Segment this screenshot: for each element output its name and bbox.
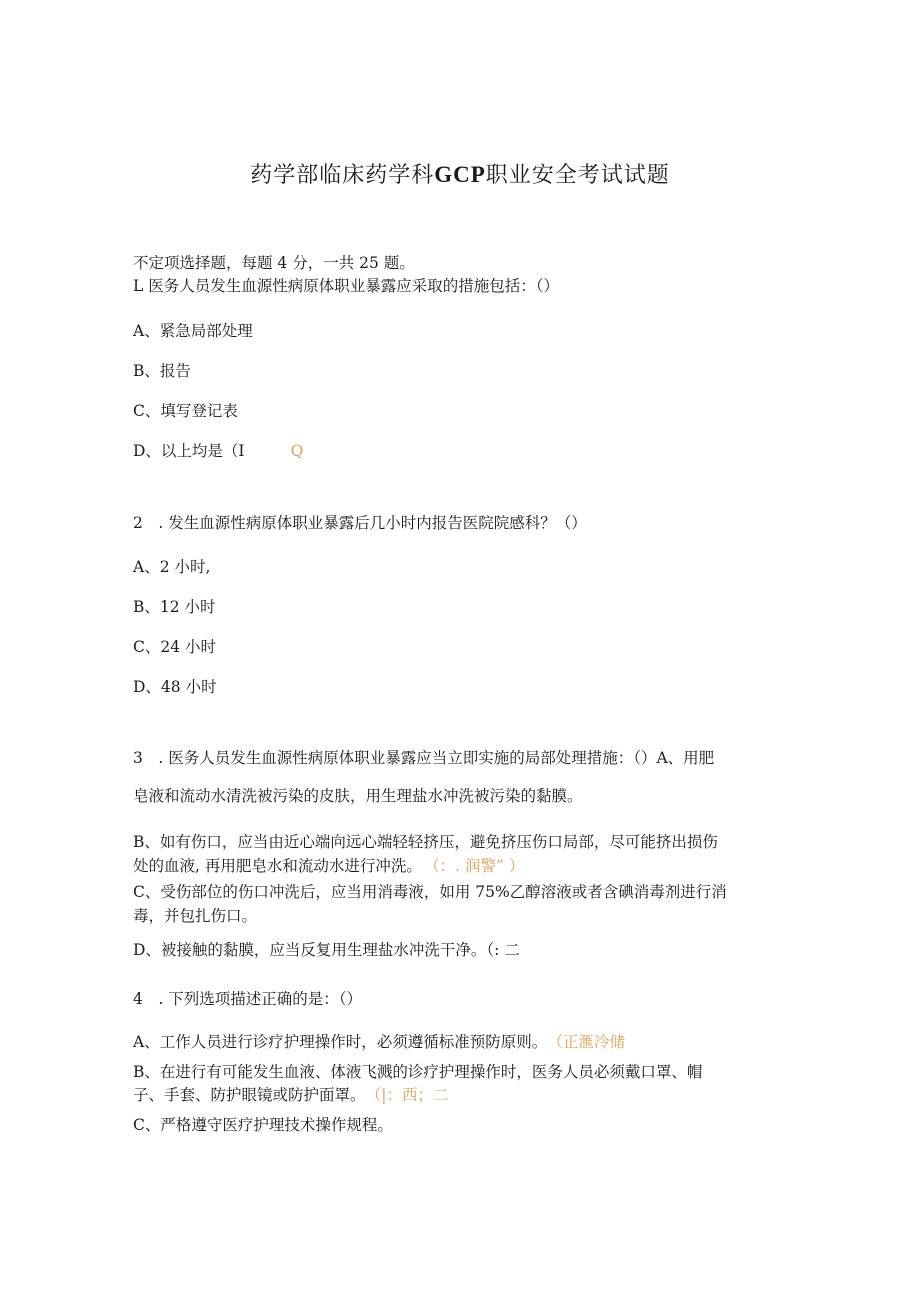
question-2-option-c: C、24 小时: [133, 638, 217, 656]
question-3-option-d: D、被接触的黏膜，应当反复用生理盐水冲洗干净。（: 二: [133, 941, 520, 959]
question-1-stem: L 医务人员发生血源性病原体职业暴露应采取的措施包括：（）: [133, 277, 559, 295]
page-title: 药学部临床药学科GCP职业安全考试试题: [250, 162, 670, 188]
question-4-option-a: A、工作人员进行诊疗护理操作时，必须遵循标准预防原则。 （正滙冷储: [133, 1033, 625, 1051]
question-3-option-c-line-2: 毒，并包扎伤口。: [133, 907, 258, 925]
question-2-stem: 2 . 发生血源性病原体职业暴露后几小时内报告医院院感科？（）: [133, 514, 587, 532]
question-4-option-c: C、严格遵守医疗护理技术操作规程。: [133, 1116, 393, 1134]
handwritten-mark: （|：西；二: [373, 1086, 449, 1104]
handwritten-mark: （：. 润警” ）: [431, 857, 525, 875]
question-3-stem-line-1: 3 . 医务人员发生血源性病原体职业暴露应当立即实施的局部处理措施：（）A、用肥: [133, 749, 715, 767]
question-2-option-a: A、2 小时,: [133, 558, 211, 576]
question-3-option-c-line-1: C、受伤部位的伤口冲洗后，应当用消毒液，如用 75%乙醇溶液或者含碘消毒剂进行消: [133, 883, 727, 901]
question-4-option-b-line-2: 子、手套、防护眼镜或防护面罩。 （|：西；二: [133, 1086, 449, 1104]
question-3-option-b-line-1: B、如有伤口，应当由近心端向远心端轻轻挤压，避免挤压伤口局部，尽可能挤出损伤: [133, 833, 718, 851]
question-1-option-b: B、报告: [133, 362, 191, 380]
intro-text: 不定项选择题，每题 4 分，一共 25 题。: [133, 254, 415, 272]
question-1-option-d: D、以上均是（I Q: [133, 442, 304, 460]
question-2-option-d: D、48 小时: [133, 678, 217, 696]
handwritten-mark: （正滙冷储: [555, 1033, 625, 1051]
question-1-option-a: A、紧急局部处理: [133, 322, 253, 340]
question-3-option-b-line-2: 处的血液, 再用肥皂水和流动水进行冲洗。 （：. 润警” ）: [133, 857, 525, 875]
question-2-option-b: B、12 小时: [133, 598, 216, 616]
question-3-stem-line-2: 皂液和流动水清洗被污染的皮肤，用生理盐水冲洗被污染的黏膜。: [133, 787, 583, 805]
handwritten-mark: Q: [290, 442, 304, 460]
question-4-stem: 4 . 下列选项描述正确的是：（）: [133, 990, 362, 1008]
question-4-option-b-line-1: B、在进行有可能发生血液、体液飞溅的诊疗护理操作时，医务人员必须戴口罩、帽: [133, 1063, 703, 1081]
question-1-option-c: C、填写登记表: [133, 402, 238, 420]
